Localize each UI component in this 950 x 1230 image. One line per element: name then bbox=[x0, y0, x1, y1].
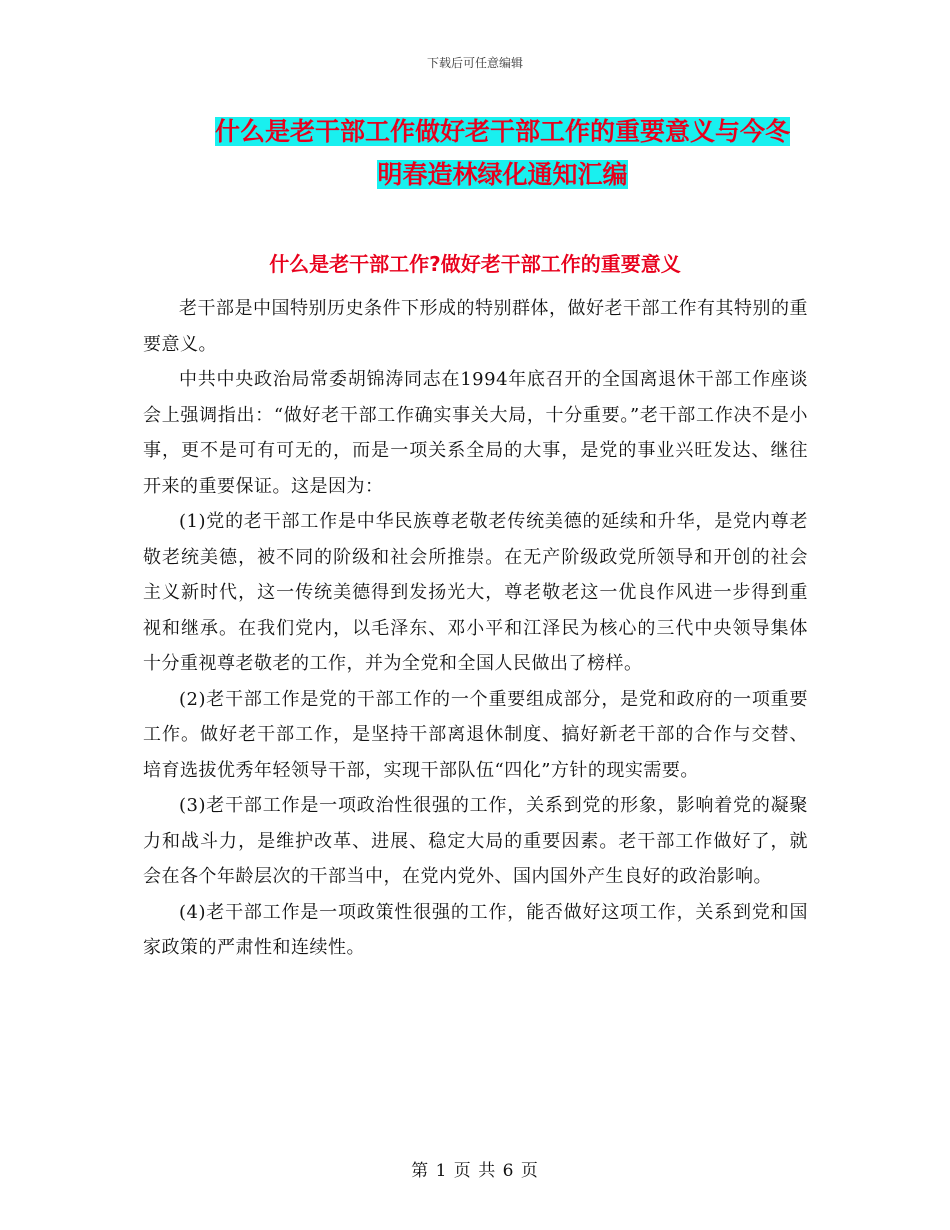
title-line-1: 什么是老干部工作做好老干部工作的重要意义与今冬 bbox=[214, 117, 790, 146]
title-line-2: 明春造林绿化通知汇编 bbox=[377, 160, 628, 189]
paragraph: 老干部是中国特别历史条件下形成的特别群体，做好老干部工作有其特别的重要意义。 bbox=[143, 298, 808, 355]
paragraph: (3)老干部工作是一项政治性很强的工作，关系到党的形象，影响着党的凝聚力和战斗力，是维护改革、进展、稳定大局的重要因素。老干部工作做好了，就会在各个年龄层次的干部当中，在党内党外、国内国外产生良好的政治影响。 bbox=[143, 795, 808, 887]
body-text bbox=[143, 291, 808, 966]
paragraph: (1)党的老干部工作是中华民族尊老敬老传统美德的延续和升华，是党内尊老敬老统美德，被不同的阶级和社会所推崇。在无产阶级政党所领导和开创的社会主义新时代，这一传统美德得到发扬光大，尊老敬老这一优良作风进一步得到重视和继承。在我们党内，以毛泽东、邓小平和江泽民为核心的三代中央领导集体十分重视尊老敬老的工作，并为全党和全国人民做出了榜样。 bbox=[143, 511, 808, 674]
header-note: 下载后可任意编辑 bbox=[426, 56, 523, 70]
paragraph: 中共中央政治局常委胡锦涛同志在1994年底召开的全国离退休干部工作座谈会上强调指出：“做好老干部工作确实事关大局，十分重要。”老干部工作决不是小事，更不是可有可无的，而是一项关系全局的大事，是党的事业兴旺发达、继往开来的重要保证。这是因为： bbox=[143, 369, 808, 497]
document-title bbox=[140, 110, 865, 196]
section-title: 什么是老干部工作?做好老干部工作的重要意义 bbox=[269, 252, 681, 276]
page-number: 第 1 页 共 6 页 bbox=[411, 1161, 539, 1181]
paragraph: (4)老干部工作是一项政策性很强的工作，能否做好这项工作，关系到党和国家政策的严肃性和连续性。 bbox=[143, 901, 808, 958]
paragraph: (2)老干部工作是党的干部工作的一个重要组成部分，是党和政府的一项重要工作。做好老干部工作，是坚持干部离退休制度、搞好新老干部的合作与交替、培育选拔优秀年轻领导干部，实现干部队伍“四化”方针的现实需要。 bbox=[143, 688, 808, 781]
